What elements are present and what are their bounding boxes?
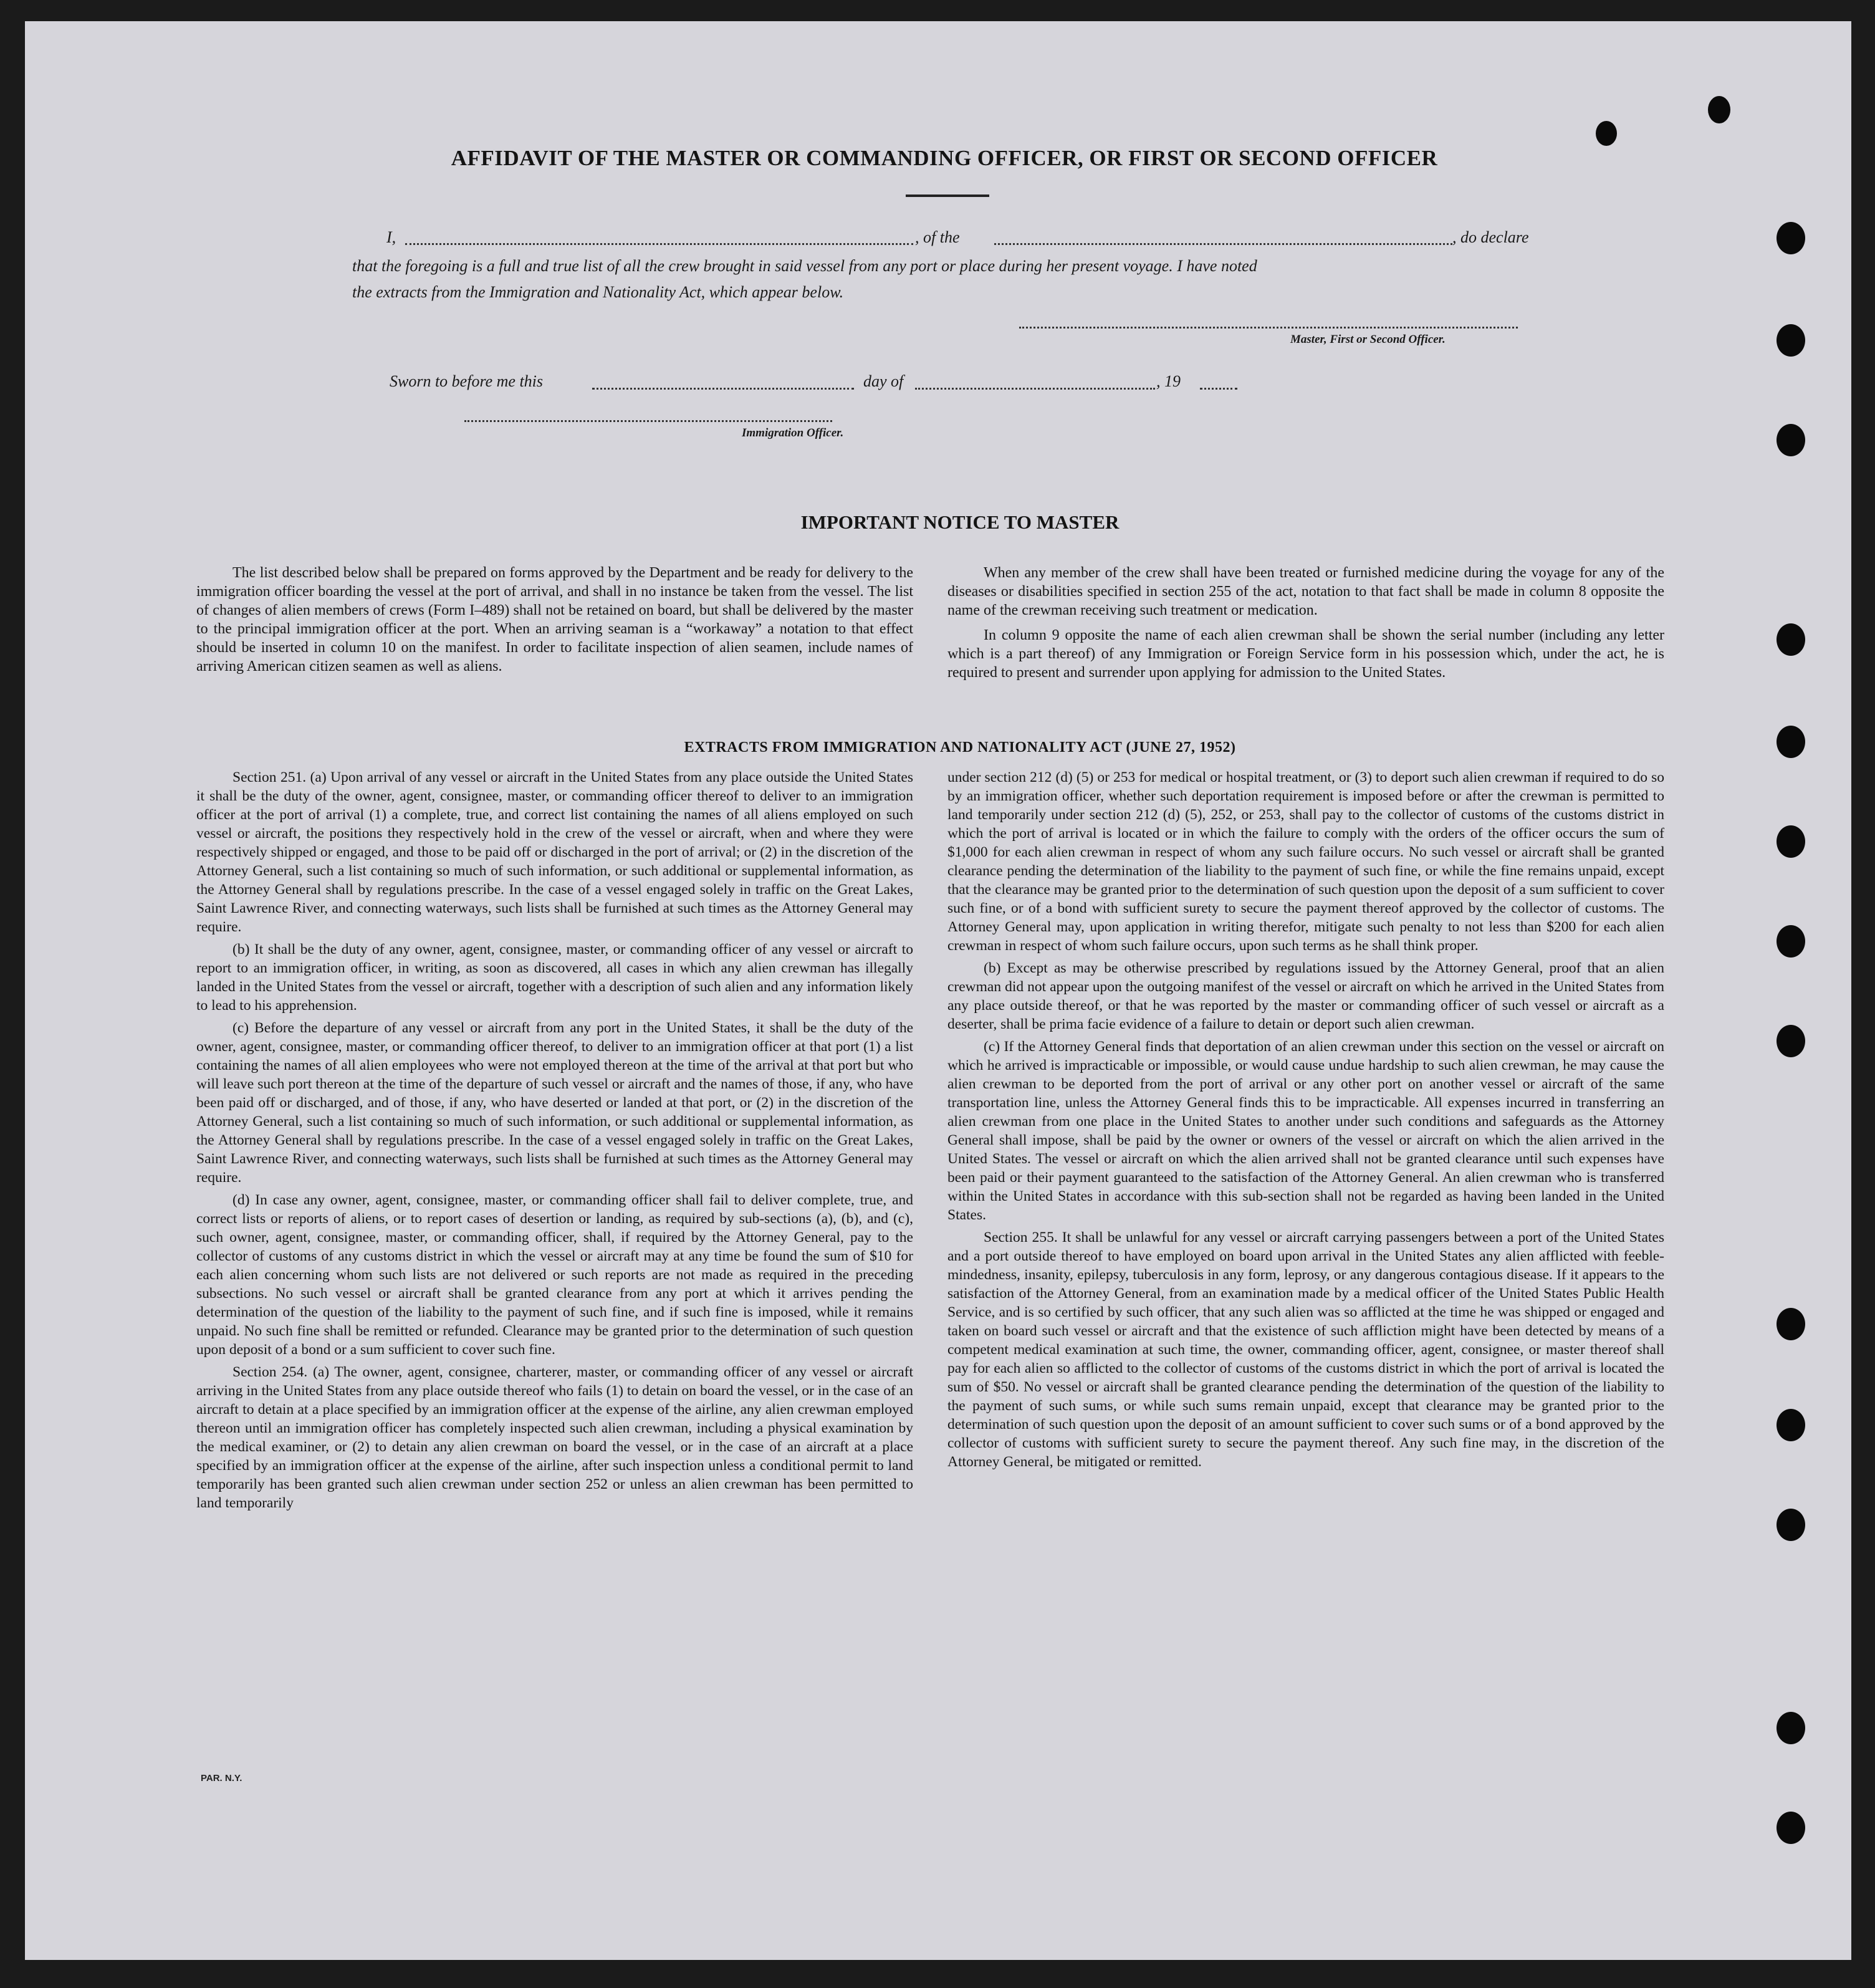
punch-hole xyxy=(1777,324,1805,357)
statute-paragraph: (c) If the Attorney General finds that deportation of an alien crewman under this section on the vessel or aircraft on which he arrived is impracticable or impossible, or would cause undue hardship to such alien crewman, he may cause the alien crewman to be deported from the port of arrival or any other port on another vessel or aircraft of the same transportation line, unless the Attorney General finds this to be impracticable. All expenses incurred in transferring an alien crewman from one place in the United States to another under such conditions and safeguards as the Attorney General shall impose, shall be paid by the owner or owners of the vessel or aircraft on which the alien arrived in the United States. The vessel or aircraft on which the alien arrived shall not be granted clearance until such expenses have been paid or their payment guaranteed to the satisfaction of the Attorney General. An alien crewman who is transferred within the United States in accordance with this sub-section shall not be regarded as having been landed in the United States. xyxy=(947,1039,1664,1223)
declare-of-the-label: , of the xyxy=(915,228,960,246)
statute-paragraph: (b) It shall be the duty of any owner, agent, consignee, master, or commanding officer of any vessel or aircraft to report to an immigration officer, in writing, as soon as discovered, all cases in which any alien crewman has illegally landed in the United States from the vessel or aircraft, together with a description of such alien and any information likely to lead to his apprehension. xyxy=(196,941,913,1014)
statute-paragraph: Section 251. (a) Upon arrival of any vessel or aircraft in the United States from any place outside the United States it shall be the duty of the owner, agent, consignee, master, or commanding officer thereof to deliver to an immigration officer at the port of arrival (1) a complete, true, and correct list containing the names of all aliens employed on such vessel or aircraft, the positions they respectively hold in the crew of the vessel or aircraft, when and where they were respectively shipped or engaged, and those to be paid off or discharged in the port of arrival; or (2) in the discretion of the Attorney General, such a list containing so much of such information, or such additional or supplemental information, as the Attorney General shall by regulations prescribe. In the case of a vessel engaged solely in traffic on the Great Lakes, Saint Lawrence River, and connecting waterways, such lists shall be furnished at such times as the Attorney General may require. xyxy=(196,769,913,935)
punch-hole xyxy=(1777,1812,1805,1844)
declarant-name-field[interactable] xyxy=(405,243,913,245)
punch-hole xyxy=(1777,222,1805,254)
immigration-officer-label: Immigration Officer. xyxy=(742,426,844,439)
sworn-month-field[interactable] xyxy=(915,388,1155,390)
punch-hole xyxy=(1777,1025,1805,1057)
vessel-name-field[interactable] xyxy=(994,243,1452,245)
title-divider xyxy=(906,194,989,197)
declare-do-label: , do declare xyxy=(1452,228,1529,246)
sworn-year-label: , 19 xyxy=(1156,372,1181,390)
master-signature-field[interactable] xyxy=(1019,327,1518,329)
master-signature-label: Master, First or Second Officer. xyxy=(1290,333,1446,346)
notice-title: IMPORTANT NOTICE TO MASTER xyxy=(800,511,1120,533)
notice-paragraph: In column 9 opposite the name of each alien crewman shall be shown the serial number (including any letter which is a part thereof) of any Immigration or Foreign Service form in his possession which, under the act, he is required to present and surrender upon applying for admission to the United States. xyxy=(947,627,1664,681)
declare-i-label: I, xyxy=(386,228,396,246)
immigration-officer-signature-field[interactable] xyxy=(464,420,832,422)
notice-paragraph: The list described below shall be prepared on forms approved by the Department and be ready for delivery to the immigration officer boarding the vessel at the port of arrival, and shall in no instance be taken from the vessel. The list of changes of alien members of crews (Form I–489) shall not be retained on board, but shall be delivered by the master to the principal immigration officer at the port. When an arriving seaman is a “workaway” a notation to that effect should be inserted in column 10 on the manifest. In order to facilitate inspection of alien seamen, include names of arriving American citizen seamen as well as aliens. xyxy=(196,565,913,675)
statute-paragraph: Section 254. (a) The owner, agent, consignee, charterer, master, or commanding officer of any vessel or aircraft arriving in the United States from any place outside thereof who fails (1) to detain on board the vessel, or in the case of an aircraft to detain at a place specified by an immigration officer at the expense of the airline, any alien crewman employed thereon until an immigration officer has completely inspected such alien crewman, including a physical examination by the medical examiner, or (2) to detain any alien crewman on board the vessel, or in the case of an aircraft at a place specified by an immigration officer at the expense of the airline, after such inspection unless a conditional permit to land temporarily has been granted such alien crewman under section 252 or unless an alien crewman has been permitted to land temporarily xyxy=(196,1364,913,1511)
statute-paragraph: (b) Except as may be otherwise prescribed by regulations issued by the Attorney General, proof that an alien crewman did not appear upon the outgoing manifest of the vessel or aircraft on which he arrived in the United States from any place outside thereof, or that he was reported by the master or commanding officer of such vessel or aircraft as a deserter, shall be prima facie evidence of a failure to detain or deport such alien crewman. xyxy=(947,960,1664,1032)
declaration-line-2: that the foregoing is a full and true list of all the crew brought in said vessel from any port or place during her present voyage. I have noted xyxy=(352,257,1257,275)
extracts-left-column xyxy=(196,768,913,1516)
punch-hole xyxy=(1777,925,1805,958)
punch-hole xyxy=(1777,623,1805,656)
punch-hole xyxy=(1777,1509,1805,1541)
extracts-title: EXTRACTS FROM IMMIGRATION AND NATIONALITY ACT (JUNE 27, 1952) xyxy=(684,739,1236,756)
notice-right-column xyxy=(947,564,1664,686)
affidavit-title: AFFIDAVIT OF THE MASTER OR COMMANDING OFFICER, OR FIRST OR SECOND OFFICER xyxy=(451,146,1438,170)
printer-mark: PAR. N.Y. xyxy=(201,1773,242,1784)
punch-hole xyxy=(1777,726,1805,758)
punch-hole xyxy=(1777,424,1805,456)
sworn-day-field[interactable] xyxy=(592,388,854,390)
sworn-day-of-label: day of xyxy=(863,372,904,390)
punch-hole xyxy=(1777,1308,1805,1340)
statute-paragraph: Section 255. It shall be unlawful for any vessel or aircraft carrying passengers between a port of the United States and a port outside thereof to have employed on board upon arrival in the United States any alien afflicted with feeble-mindedness, insanity, epilepsy, tuberculosis in any form, leprosy, or any dangerous contagious disease. If it appears to the satisfaction of the Attorney General, from an examination made by a medical officer of the United States Public Health Service, and is so certified by such officer, that any such alien was so afflicted at the time he was shipped or engaged and taken on board such vessel or aircraft and that the existence of such affliction might have been detected by means of a competent medical examination at such time, the owner, commanding officer, agent, consignee, or master thereof shall pay for each alien so afflicted to the collector of customs of the customs district in which the port of arrival is located the sum of $50. No vessel or aircraft shall be granted clearance pending the determination of the question of the liability to the payment of such sums, or while such sums remain unpaid, except that clearance may be granted prior to the determination of such question upon the deposit of an amount sufficient to cover such sums or of a bond approved by the collector of customs with sufficient surety to secure the payment thereof. Any such fine may, in the discretion of the Attorney General, be mitigated or remitted. xyxy=(947,1229,1664,1470)
notice-left-column xyxy=(196,564,913,679)
sworn-prefix-label: Sworn to before me this xyxy=(390,372,544,390)
statute-paragraph: under section 212 (d) (5) or 253 for medical or hospital treatment, or (3) to deport such alien crewman if required to do so by an immigration officer, whether such deportation requirement is imposed before or after the crewman is permitted to land temporarily under section 212 (d) (5), 252, or 253, shall pay to the collector of customs of the customs district in which the port of arrival is located or in which the failure to comply with the orders of the officer occurs the sum of $1,000 for each alien crewman in respect of whom any such failure occurs. No such vessel or aircraft shall be granted clearance pending the determination of the liability to the payment of such fine, or while the fine remains unpaid, except that the clearance may be granted prior to the determination of such question upon the deposit of a sum sufficient to cover such fine, or of a bond with sufficient surety to secure the payment thereof approved by the collector of customs. The Attorney General may, upon application in writing therefor, mitigate such penalty to not less than $200 for each alien crewman in respect of whom such failure occurs, upon such terms as he shall think proper. xyxy=(947,769,1664,954)
punch-hole xyxy=(1596,121,1617,146)
punch-hole xyxy=(1777,1409,1805,1441)
punch-hole xyxy=(1777,1712,1805,1744)
document-page xyxy=(25,21,1851,1960)
sworn-year-field[interactable] xyxy=(1200,388,1237,390)
punch-hole xyxy=(1777,825,1805,858)
statute-paragraph: (d) In case any owner, agent, consignee, master, or commanding officer shall fail to deliver complete, true, and correct lists or reports of aliens, or to report cases of desertion or landing, as required by sub-sections (a), (b), and (c), such owner, agent, consignee, master, or commanding officer, shall, if required by the Attorney General, pay to the collector of customs of any customs district in which the vessel or aircraft may at any time be found the sum of $10 for each alien concerning whom such lists are not delivered or such reports are not made as required in the preceding subsections. No such vessel or aircraft shall be granted clearance from any port at which it arrives pending the determination of the question of the liability to the payment of such fine, and if such fine is imposed, while it remains unpaid. No such fine shall be remitted or refunded. Clearance may be granted prior to the determination of such question upon deposit of a bond or a sum sufficient to cover such fine. xyxy=(196,1192,913,1358)
declaration-line-3: the extracts from the Immigration and Nationality Act, which appear below. xyxy=(352,283,844,301)
punch-hole xyxy=(1708,96,1730,123)
statute-paragraph: (c) Before the departure of any vessel or aircraft from any port in the United States, it shall be the duty of the owner, agent, consignee, master, or commanding officer thereof, to deliver to an immigration officer at that port (1) a list containing the names of all alien employees who were not employed thereon at the time of the arrival at that port but who will leave such port thereon at the time of the departure of such vessel or aircraft and the names of those, if any, who have been paid off or discharged, and of those, if any, who have deserted or landed at that port, or (2) in the discretion of the Attorney General, such a list containing so much of such information, or such additional or supplemental information, as the Attorney General shall by regulations prescribe. In the case of a vessel engaged solely in traffic on the Great Lakes, Saint Lawrence River, and connecting waterways, such lists shall be furnished at such times as the Attorney General may require. xyxy=(196,1020,913,1186)
notice-paragraph: When any member of the crew shall have been treated or furnished medicine during the voyage for any of the diseases or disabilities specified in section 255 of the act, notation to that fact shall be made in column 8 opposite the name of the crewman receiving such treatment or medication. xyxy=(947,565,1664,618)
extracts-right-column xyxy=(947,768,1664,1475)
